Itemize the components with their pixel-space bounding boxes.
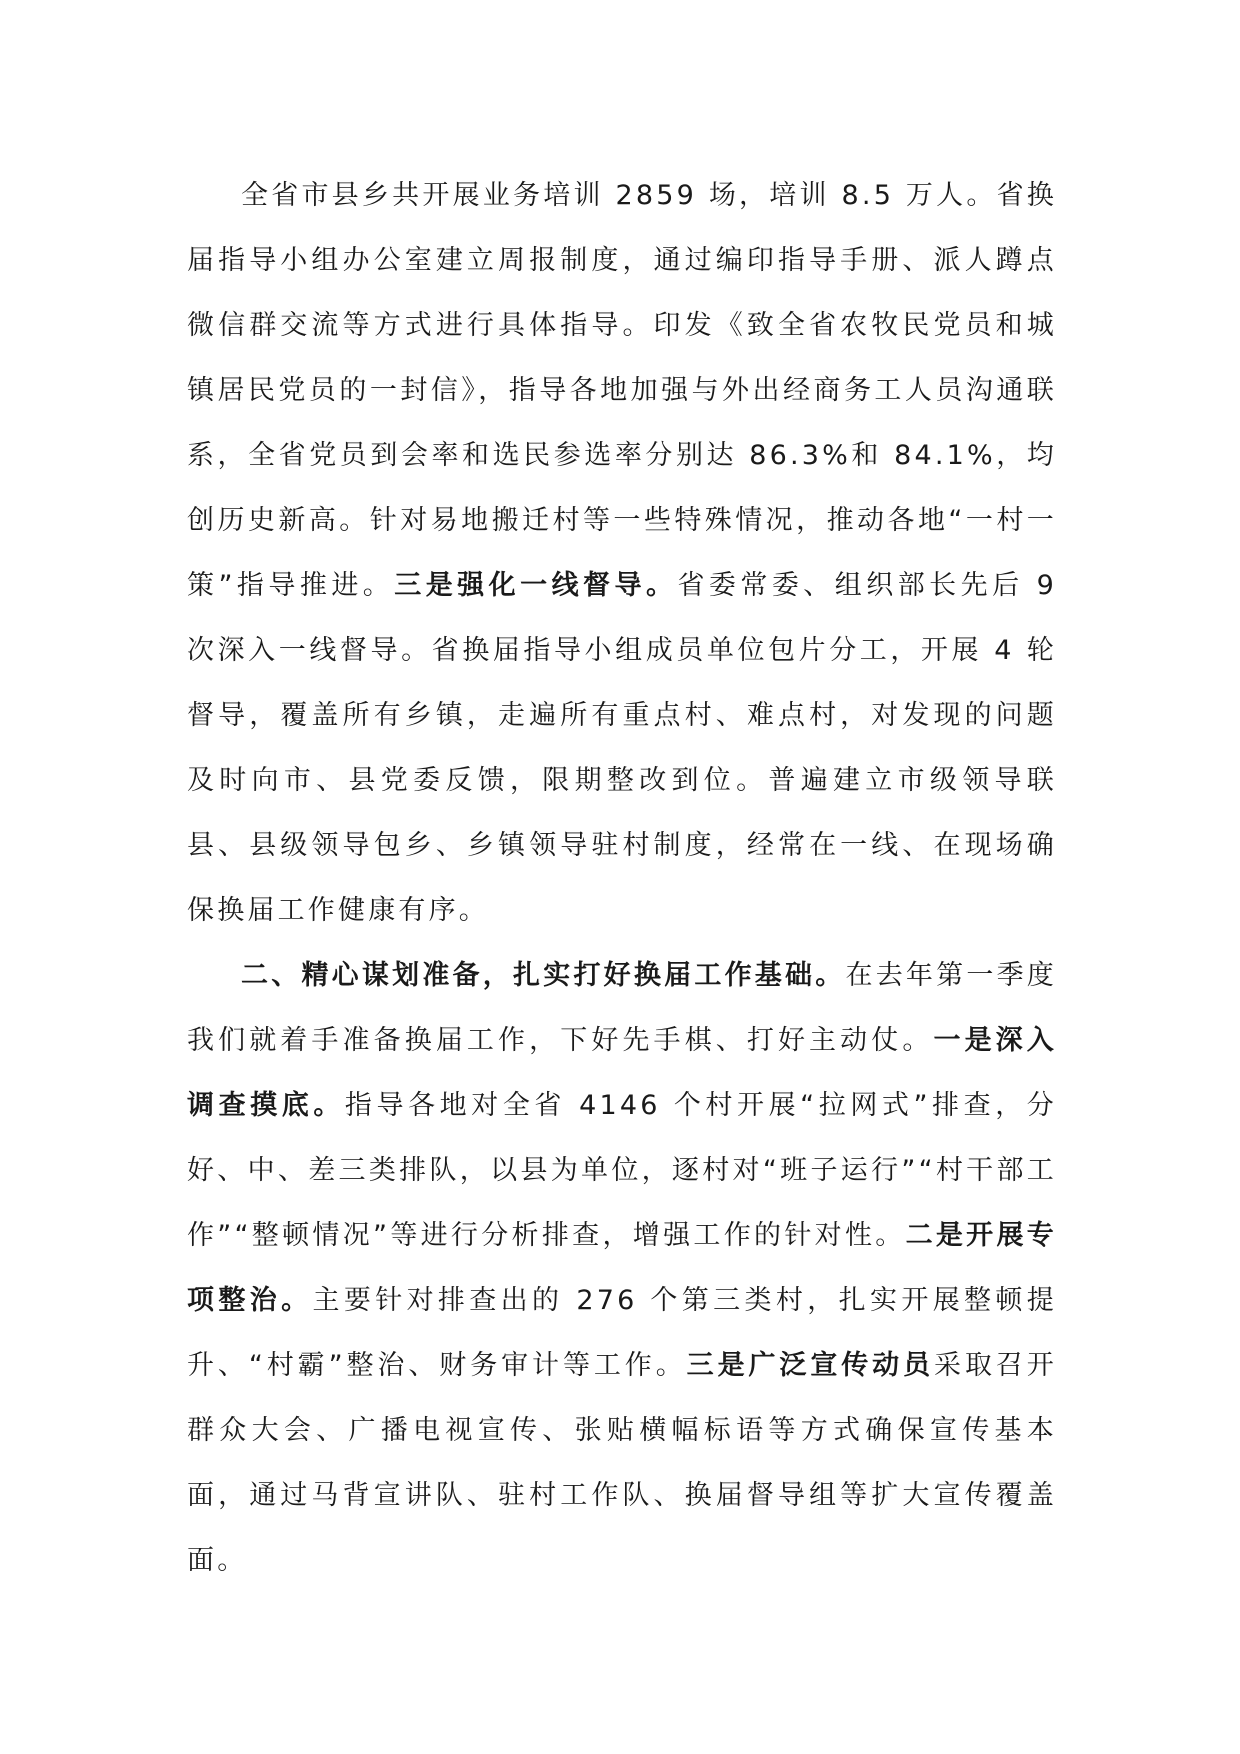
paragraph-1 (187, 163, 1057, 943)
paragraph-2 (187, 943, 1057, 1593)
bold-heading: 三是广泛宣传动员 (686, 1350, 935, 1381)
text-segment: 在去年第一季度我们就着手准备换届工作，下好先手棋、打好主动仗。 (187, 960, 1058, 1056)
bold-heading: 一是深入调查摸底。 (187, 1025, 1057, 1121)
document-body (187, 163, 1057, 1593)
text-segment: 主要针对排查出的 276 个第三类村，扎实开展整顿提升、“村霸”整治、财务审计等工作。 (187, 1285, 1057, 1381)
bold-heading: 二是开展专项整治。 (187, 1220, 1057, 1316)
text-segment: 指导各地对全省 4146 个村开展“拉网式”排查，分好、中、差三类排队，以县为单位，逐村对“班子运行”“村干部工作”“整顿情况”等进行分析排查，增强工作的针对性。 (187, 1090, 1058, 1251)
text-segment: 全省市县乡共开展业务培训 2859 场，培训 8.5 万人。省换届指导小组办公室建立周报制度，通过编印指导手册、派人蹲点微信群交流等方式进行具体指导。印发《致全省农牧民党员和城镇居民党员的一封信》，指导各地加强与外出经商务工人员沟通联系，全省党员到会率和选民参选率分别达 86.3%和 84.1%，均创历史新高。针对易地搬迁村等一些特殊情况，推动各地“一村一策”指导推进。 (187, 180, 1057, 601)
text-segment: 采取召开群众大会、广播电视宣传、张贴横幅标语等方式确保宣传基本面，通过马背宣讲队、驻村工作队、换届督导组等扩大宣传覆盖面。 (187, 1350, 1057, 1576)
text-segment: 省委常委、组织部长先后 9 次深入一线督导。省换届指导小组成员单位包片分工，开展 4 轮督导，覆盖所有乡镇，走遍所有重点村、难点村，对发现的问题及时向市、县党委反馈，限期整改到位。普遍建立市级领导联县、县级领导包乡、乡镇领导驻村制度，经常在一线、在现场确保换届工作健康有序。 (187, 570, 1057, 926)
bold-heading: 三是强化一线督导。 (394, 570, 678, 601)
section-heading: 二、精心谋划准备，扎实打好换届工作基础。 (241, 960, 846, 991)
